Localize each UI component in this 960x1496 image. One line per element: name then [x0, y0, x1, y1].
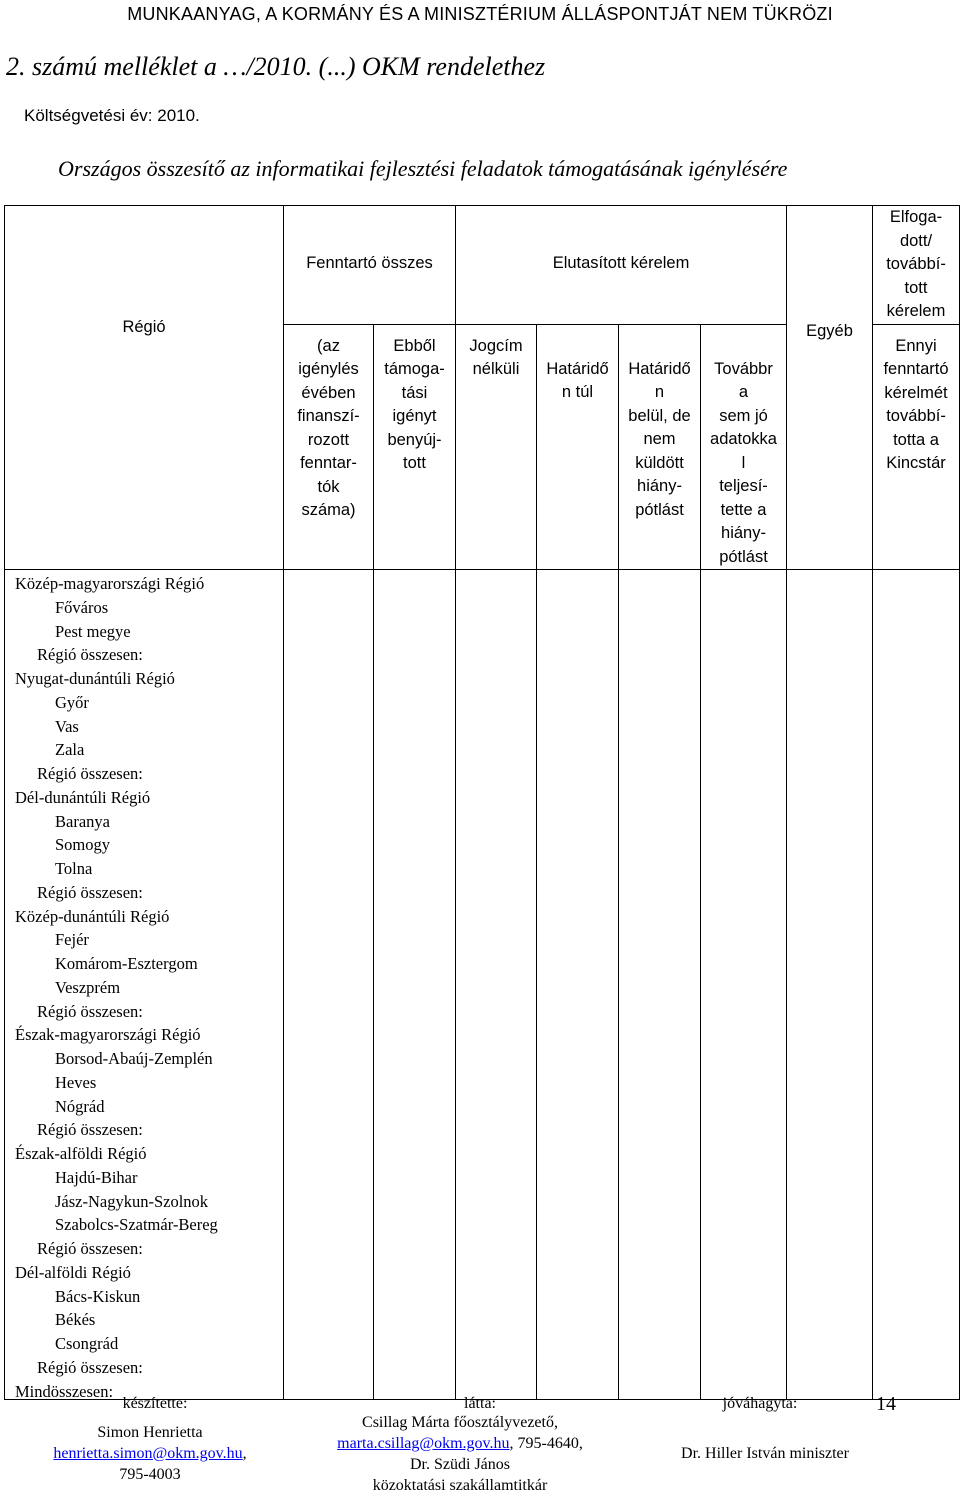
header-rejected-label: Elutasított kérelem: [552, 254, 690, 272]
header-applied-lines: [374, 325, 455, 476]
header-line: l: [741, 453, 746, 472]
header-line: kérelem: [886, 302, 946, 320]
header-line: nélküli: [472, 360, 520, 378]
header-no-title: [456, 324, 537, 570]
county-row: Komárom-Esztergom: [55, 954, 198, 973]
region-total-row: Régió összesen:: [37, 1120, 143, 1140]
footer-approved: [700, 1393, 820, 1414]
region-total-row: Régió összesen:: [37, 1001, 143, 1021]
header-no-title-lines: [456, 325, 536, 382]
header-line: (az: [317, 336, 340, 355]
summary-table: [4, 205, 960, 1400]
header-line: Jogcím: [469, 336, 523, 355]
header-line: tott: [403, 454, 426, 472]
col-still-bad-body: [701, 570, 787, 1400]
header-accepted-lines: [873, 206, 959, 324]
county-row: Nógrád: [55, 1096, 105, 1116]
region-total-row: Régió összesen:: [37, 1239, 143, 1258]
header-accepted-sub-lines: [873, 325, 959, 476]
working-draft-banner: MUNKAANYAG, A KORMÁNY ÉS A MINISZTÉRIUM ÁLLÁSPONTJÁT NEM TÜKRÖZI: [127, 4, 833, 24]
header-line: támoga-: [384, 360, 445, 378]
header-line: n: [654, 383, 665, 401]
header-line: tott: [904, 278, 928, 297]
county-row: Szabolcs-Szatmár-Bereg: [55, 1215, 218, 1235]
col-no-title-body: [456, 570, 537, 1400]
footer-seen: [420, 1393, 540, 1414]
region-heading: Nyugat-dunántúli Régió: [15, 669, 175, 688]
budget-year: Költségvetési év: 2010.: [24, 106, 200, 125]
header-line: n túl: [561, 383, 594, 401]
header-line: benyúj-: [387, 430, 442, 449]
county-row: Békés: [55, 1310, 96, 1330]
header-line: Elfoga-: [889, 208, 943, 226]
county-row: Baranya: [55, 811, 110, 831]
header-line: finanszí-: [297, 407, 360, 425]
county-row: Veszprém: [55, 977, 121, 997]
county-row: Győr: [55, 692, 89, 712]
county-row: Tolna: [55, 859, 93, 878]
col-deadline-within-body: [619, 570, 701, 1400]
col-accepted-body: [873, 570, 960, 1400]
region-heading: Dél-dunántúli Régió: [15, 787, 151, 807]
county-row: Somogy: [55, 835, 111, 855]
col-applied-body: [374, 570, 456, 1400]
region-rows: [15, 570, 283, 1401]
header-line: tók: [317, 477, 340, 496]
county-row: Fejér: [55, 930, 89, 950]
header-line: küldött: [635, 453, 684, 472]
region-heading: Észak-alföldi Régió: [15, 1144, 147, 1163]
header-applied: [374, 324, 456, 570]
region-heading: Dél-alföldi Régió: [15, 1262, 131, 1282]
county-row: Borsod-Abaúj-Zemplén: [55, 1049, 213, 1068]
header-line: Ebből: [393, 336, 436, 355]
header-other: [787, 206, 873, 570]
header-line: tette a: [720, 500, 767, 519]
document-title: Országos összesítő az informatikai fejlesztési feladatok támogatásának igénylésére: [58, 156, 788, 181]
col-deadline-over-body: [537, 570, 619, 1400]
county-row: Heves: [55, 1072, 97, 1092]
header-line: nem: [643, 430, 676, 448]
region-list: [5, 570, 284, 1400]
header-still-bad-lines: [701, 325, 786, 570]
page-number: 14: [876, 1393, 896, 1415]
prepared-label: készítette:: [122, 1395, 188, 1412]
county-row: Főváros: [55, 597, 109, 617]
region-heading: Közép-magyarországi Régió: [15, 574, 205, 593]
header-line: adatokka: [710, 430, 777, 448]
approved-name: Dr. Hiller István miniszter: [681, 1445, 849, 1462]
county-row: Hajdú-Bihar: [55, 1167, 138, 1187]
prepared-name: Simon Henrietta: [97, 1424, 203, 1441]
county-row: Bács-Kiskun: [55, 1286, 141, 1306]
seen-phone: , 795-4640,: [509, 1435, 583, 1452]
col-other-body: [787, 570, 873, 1400]
header-line: rozott: [307, 430, 350, 449]
annex-title: 2. számú melléklet a …/2010. (...) OKM rendelethez: [6, 52, 546, 81]
header-line: totta a: [893, 430, 939, 449]
header-line: igénylés: [298, 360, 359, 378]
prepared-email-link[interactable]: henrietta.simon@okm.gov.hu: [53, 1445, 243, 1462]
header-line: Határidő: [628, 359, 691, 378]
header-fenntarto-label: Fenntartó összes: [306, 254, 433, 272]
seen-name2: Dr. Szüdi János: [410, 1456, 510, 1473]
region-total-row: Régió összesen:: [37, 882, 143, 902]
header-other-label: Egyéb: [806, 322, 853, 340]
footer-prepared: [90, 1393, 220, 1414]
header-line: dott/: [899, 231, 933, 250]
header-line: belül, de: [628, 406, 691, 425]
seen-name: Csillag Márta főosztályvezető,: [362, 1414, 558, 1431]
header-fenntarto-count-lines: [284, 325, 373, 523]
header-region: [5, 206, 284, 570]
header-line: kérelmét: [884, 383, 948, 402]
county-row: Vas: [55, 716, 79, 736]
header-deadline-within: [619, 324, 701, 570]
region-heading: Észak-magyarországi Régió: [15, 1025, 201, 1045]
county-row: Pest megye: [55, 621, 131, 641]
header-line: igényt: [392, 407, 437, 425]
header-line: továbbí-: [886, 255, 946, 273]
header-line: hiány-: [637, 477, 682, 495]
header-line: sem jó: [719, 406, 768, 425]
header-line: évében: [301, 383, 356, 402]
region-total-row: Régió összesen:: [37, 1357, 143, 1377]
header-region-label: Régió: [122, 318, 166, 336]
header-rejected-group: [456, 206, 787, 325]
region-total-row: Régió összesen:: [37, 645, 143, 665]
region-heading: Közép-dunántúli Régió: [15, 906, 170, 926]
header-line: Kincstár: [886, 454, 946, 472]
header-line: hiány-: [721, 524, 766, 542]
seen-title2: közoktatási szakállamtitkár: [372, 1477, 548, 1494]
county-row: Jász-Nagykun-Szolnok: [55, 1191, 209, 1211]
header-fenntarto-count: [284, 324, 374, 570]
prepared-phone: 795-4003: [119, 1466, 181, 1483]
header-deadline-over: [537, 324, 619, 570]
header-line: pótlást: [635, 500, 684, 519]
header-line: Határidő: [546, 359, 609, 378]
county-row: Zala: [55, 740, 85, 760]
header-accepted: [873, 206, 960, 325]
region-heading: Mindösszesen:: [15, 1381, 114, 1401]
header-deadline-over-lines: [537, 325, 618, 405]
seen-email-link[interactable]: marta.csillag@okm.gov.hu: [337, 1435, 510, 1452]
header-line: továbbí-: [886, 407, 946, 425]
header-line: tási: [401, 383, 428, 402]
header-accepted-sub: [873, 324, 960, 570]
header-line: száma): [301, 501, 356, 519]
header-deadline-within-lines: [619, 325, 700, 523]
header-line: pótlást: [719, 547, 768, 566]
col-fenntarto-count-body: [284, 570, 374, 1400]
region-total-row: Régió összesen:: [37, 764, 143, 783]
header-line: Továbbr: [714, 359, 773, 378]
county-row: Csongrád: [55, 1334, 119, 1353]
header-line: fenntar-: [300, 454, 357, 472]
header-line: teljesí-: [719, 477, 768, 495]
header-still-bad: [701, 324, 787, 570]
seen-label: látta:: [464, 1395, 496, 1412]
header-line: Ennyi: [895, 336, 937, 355]
approved-label: jóváhagyta:: [722, 1395, 798, 1412]
footer-approved-details: [650, 1443, 880, 1464]
footer-seen-details: [300, 1412, 620, 1496]
footer-prepared-details: Simon Henrietta henrietta.simon@okm.gov.hu, 795-4003: [30, 1422, 270, 1485]
header-line: fenntartó: [883, 360, 949, 378]
header-line: a: [738, 383, 749, 401]
header-fenntarto-group: [284, 206, 456, 325]
